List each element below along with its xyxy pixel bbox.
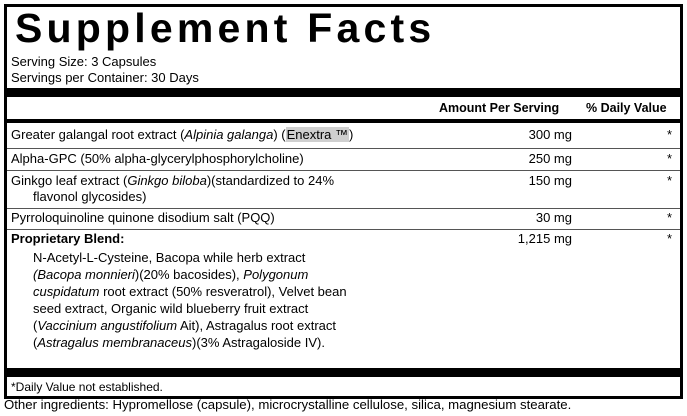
blend-line: cuspidatum root extract (50% resveratrol), Velvet bean [33,284,347,299]
ingredient-name: Alpha-GPC (50% alpha-glycerylphosphorylcholine) [11,151,304,166]
row-divider [7,148,680,149]
medium-divider [7,119,680,123]
supplement-facts-panel [4,4,683,399]
proprietary-blend-daily-value: * [666,231,672,246]
footnote: *Daily Value not established. [11,380,163,394]
ingredient-amount: 250 mg [528,151,572,166]
ingredient-amount: 30 mg [535,210,572,225]
proprietary-blend-label: Proprietary Blend: [11,231,125,246]
ingredient-daily-value: * [666,173,672,188]
panel-title: Supplement Facts [15,5,436,51]
blend-line: N-Acetyl-L-Cysteine, Bacopa while herb extract [33,250,306,265]
row-divider [7,208,680,209]
other-ingredients: Other ingredients: Hypromellose (capsule), microcrystalline cellulose, silica, magnesium stearate. [4,397,572,412]
thick-divider [7,88,680,97]
ingredient-daily-value: * [666,127,672,142]
blend-line: seed extract, Organic wild blueberry fruit extract [33,301,309,316]
blend-line: (Astragalus membranaceus)(3% Astragaloside IV). [33,335,325,350]
row-divider [7,229,680,230]
servings-per-container: Servings per Container: 30 Days [11,70,199,85]
blend-line: (Bacopa monnieri)(20% bacosides), Polygonum [33,267,309,282]
serving-size: Serving Size: 3 Capsules [11,54,157,69]
ingredient-amount: 150 mg [528,173,572,188]
ingredient-name-continued: flavonol glycosides) [33,189,147,204]
ingredient-daily-value: * [666,210,672,225]
ingredient-name: Pyrroloquinoline quinone disodium salt (PQQ) [11,210,275,225]
amount-per-serving-header: Amount Per Serving [439,101,560,115]
row-divider [7,170,680,171]
ingredient-name: Ginkgo leaf extract (Ginkgo biloba)(standardized to 24% [11,173,335,188]
ingredient-name: Greater galangal root extract (Alpinia galanga) (Enextra ™) [11,127,354,142]
proprietary-blend-amount: 1,215 mg [517,231,572,246]
ingredient-daily-value: * [666,151,672,166]
blend-line: (Vaccinium angustifolium Ait), Astragalus root extract [33,318,337,333]
trademark-badge: Enextra ™ [286,127,349,142]
ingredient-amount: 300 mg [528,127,572,142]
daily-value-header: % Daily Value [586,101,667,115]
bottom-thick-divider [7,368,680,377]
